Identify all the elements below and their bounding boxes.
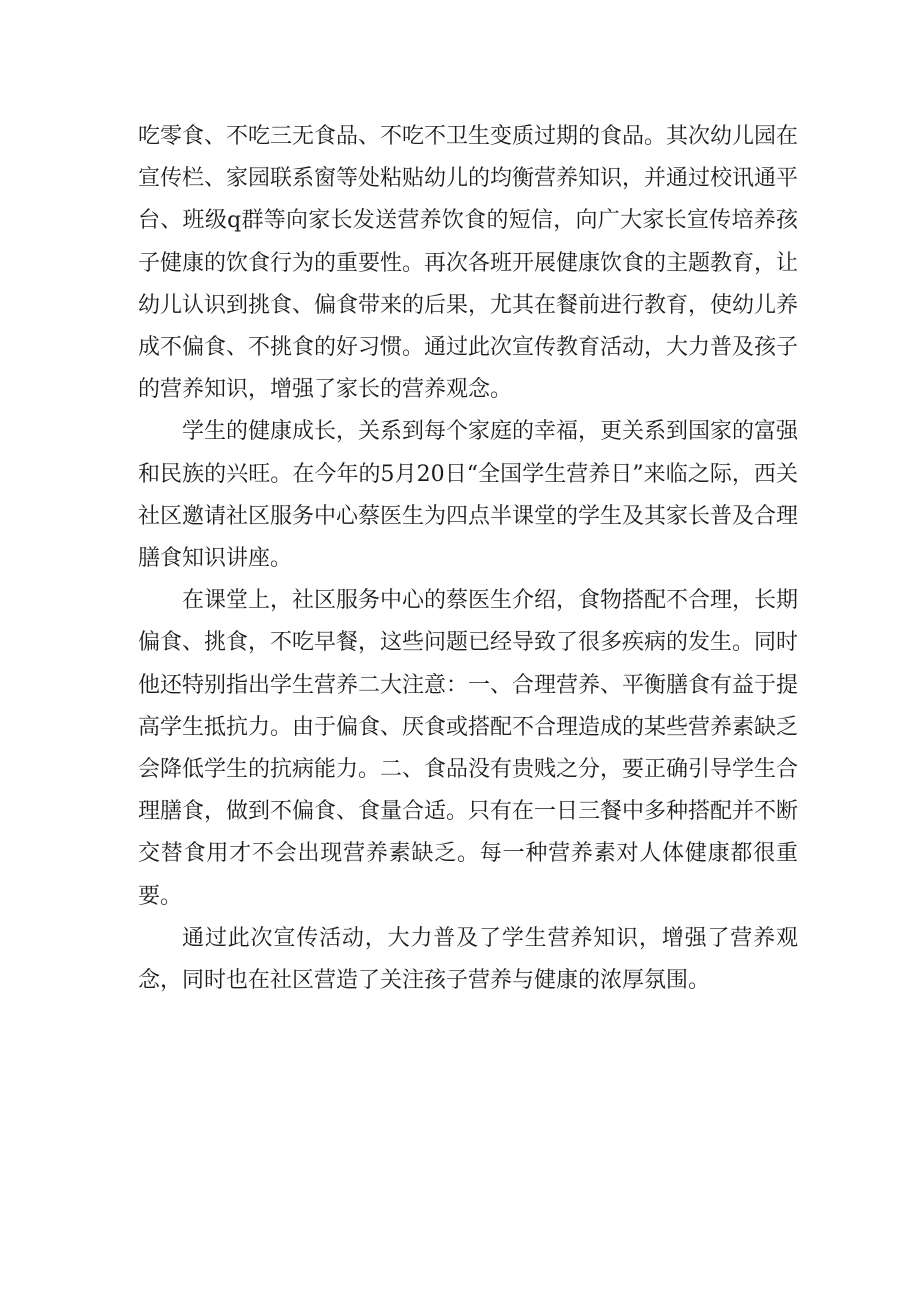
document-body [138,116,798,1002]
paragraph-continuation: 吃零食、不吃三无食品、不吃不卫生变质过期的食品。其次幼儿园在宣传栏、家园联系窗等处粘贴幼儿的均衡营养知识，并通过校讯通平台、班级q群等向家长发送营养饮食的短信，向广大家长宣传培养孩子健康的饮食行为的重要性。再次各班开展健康饮食的主题教育，让幼儿认识到挑食、偏食带来的后果，尤其在餐前进行教育，使幼儿养成不偏食、不挑食的好习惯。通过此次宣传教育活动，大力普及孩子的营养知识，增强了家长的营养观念。 [138,124,799,403]
paragraph-student-health: 学生的健康成长，关系到每个家庭的幸福，更关系到国家的富强和民族的兴旺。在今年的5月20日“全国学生营养日”来临之际，西关社区邀请社区服务中心蔡医生为四点半课堂的学生及其家长普及合理膳食知识讲座。 [138,419,799,572]
paragraph-classroom-lecture: 在课堂上，社区服务中心的蔡医生介绍，食物搭配不合理，长期偏食、挑食，不吃早餐，这些问题已经导致了很多疾病的发生。同时他还特别指出学生营养二大注意：一、合理营养、平衡膳食有益于提高学生抵抗力。由于偏食、厌食或搭配不合理造成的某些营养素缺乏会降低学生的抗病能力。二、食品没有贵贱之分，要正确引导学生合理膳食，做到不偏食、食量合适。只有在一日三餐中多种搭配并不断交替食用才不会出现营养素缺乏。每一种营养素对人体健康都很重要。 [138,588,799,909]
paragraph-conclusion: 通过此次宣传活动，大力普及了学生营养知识，增强了营养观念，同时也在社区营造了关注孩子营养与健康的浓厚氛围。 [138,925,798,994]
